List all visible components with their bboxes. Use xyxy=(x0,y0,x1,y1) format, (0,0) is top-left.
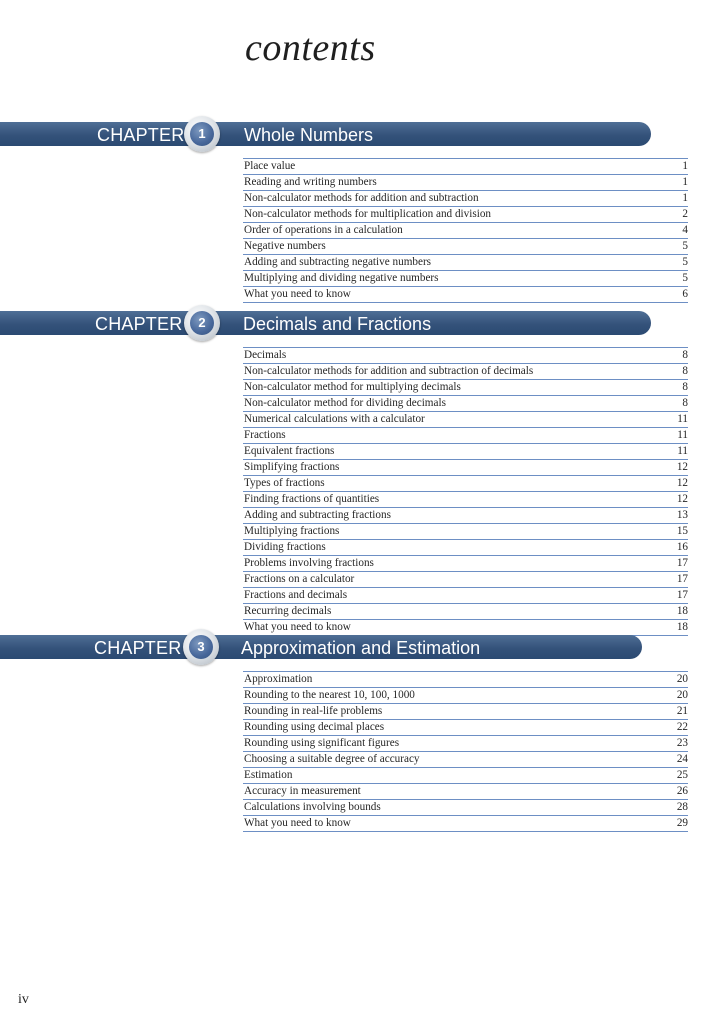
toc-entry-page: 28 xyxy=(676,801,688,813)
toc-entry-page: 24 xyxy=(676,753,688,765)
toc-entry-title: What you need to know xyxy=(244,288,351,300)
toc-entry[interactable] xyxy=(243,347,688,364)
toc-entry[interactable] xyxy=(243,239,688,255)
toc-entry-page: 17 xyxy=(676,573,688,585)
chapter-number: 3 xyxy=(189,635,213,659)
toc-entry[interactable] xyxy=(243,175,688,191)
toc-entry[interactable] xyxy=(243,508,688,524)
toc-entry[interactable] xyxy=(243,223,688,239)
toc-entry[interactable] xyxy=(243,364,688,380)
toc-entry-title: Accuracy in measurement xyxy=(244,785,361,797)
toc-entry-page: 16 xyxy=(676,541,688,553)
toc-entry-page: 18 xyxy=(676,605,688,617)
chapter-number-badge xyxy=(184,116,220,152)
toc-entry[interactable] xyxy=(243,768,688,784)
toc-entry-page: 18 xyxy=(676,621,688,633)
toc-entry-title: What you need to know xyxy=(244,817,351,829)
toc-entry-page: 4 xyxy=(682,224,688,236)
toc-entry[interactable] xyxy=(243,158,688,175)
toc-entry[interactable] xyxy=(243,540,688,556)
toc-entry-page: 12 xyxy=(676,477,688,489)
toc-entry[interactable] xyxy=(243,207,688,223)
toc-entry-page: 5 xyxy=(682,272,688,284)
toc-entry-title: Non-calculator method for dividing decimals xyxy=(244,397,446,409)
chapter-label: CHAPTER xyxy=(94,638,182,658)
toc-entry[interactable] xyxy=(243,428,688,444)
toc-entry[interactable] xyxy=(243,752,688,768)
toc-entry-title: Fractions and decimals xyxy=(244,589,348,601)
toc-entry-title: Non-calculator methods for multiplication and division xyxy=(244,208,492,220)
toc-entry[interactable] xyxy=(243,572,688,588)
toc-entry[interactable] xyxy=(243,492,688,508)
toc-entry-title: Rounding using decimal places xyxy=(244,721,385,733)
chapter-toc xyxy=(243,347,688,636)
toc-entry[interactable] xyxy=(243,671,688,688)
toc-entry-page: 17 xyxy=(676,589,688,601)
chapter-number-badge xyxy=(184,305,220,341)
toc-entry-page: 5 xyxy=(682,240,688,252)
toc-entry-title: Simplifying fractions xyxy=(244,461,340,473)
toc-entry[interactable] xyxy=(243,476,688,492)
toc-entry-page: 11 xyxy=(677,413,688,425)
toc-entry-title: Decimals xyxy=(244,349,287,361)
toc-entry-page: 23 xyxy=(676,737,688,749)
toc-entry[interactable] xyxy=(243,524,688,540)
toc-entry-title: Rounding using significant figures xyxy=(244,737,400,749)
toc-entry[interactable] xyxy=(243,460,688,476)
toc-entry-page: 21 xyxy=(676,705,688,717)
toc-entry-title: Reading and writing numbers xyxy=(244,176,377,188)
toc-entry[interactable] xyxy=(243,784,688,800)
page-title: contents xyxy=(245,27,376,69)
toc-entry[interactable] xyxy=(243,380,688,396)
toc-entry-page: 11 xyxy=(677,445,688,457)
toc-entry-page: 11 xyxy=(677,429,688,441)
toc-entry-page: 12 xyxy=(676,461,688,473)
chapter-number: 2 xyxy=(190,311,214,335)
toc-entry-title: Adding and subtracting fractions xyxy=(244,509,391,521)
toc-entry-title: Finding fractions of quantities xyxy=(244,493,380,505)
toc-entry-title: Fractions xyxy=(244,429,286,441)
toc-entry-title: Calculations involving bounds xyxy=(244,801,381,813)
toc-entry-title: Rounding in real-life problems xyxy=(244,705,383,717)
toc-entry[interactable] xyxy=(243,736,688,752)
chapter-toc xyxy=(243,671,688,832)
toc-entry-title: Dividing fractions xyxy=(244,541,326,553)
toc-entry-page: 8 xyxy=(682,365,688,377)
toc-entry-title: Adding and subtracting negative numbers xyxy=(244,256,432,268)
toc-entry-title: Problems involving fractions xyxy=(244,557,374,569)
toc-entry-title: Negative numbers xyxy=(244,240,326,252)
toc-entry[interactable] xyxy=(243,191,688,207)
toc-entry-title: Place value xyxy=(244,160,296,172)
toc-entry-page: 17 xyxy=(676,557,688,569)
toc-entry-title: Order of operations in a calculation xyxy=(244,224,403,236)
toc-entry[interactable] xyxy=(243,720,688,736)
toc-entry-title: Multiplying fractions xyxy=(244,525,340,537)
toc-entry[interactable] xyxy=(243,444,688,460)
toc-entry-page: 13 xyxy=(676,509,688,521)
toc-entry-page: 8 xyxy=(682,381,688,393)
toc-entry-title: What you need to know xyxy=(244,621,351,633)
toc-entry-page: 15 xyxy=(676,525,688,537)
toc-entry-page: 26 xyxy=(676,785,688,797)
page-number: iv xyxy=(18,992,29,1007)
toc-entry-title: Estimation xyxy=(244,769,293,781)
toc-entry-title: Non-calculator method for multiplying decimals xyxy=(244,381,461,393)
toc-entry[interactable] xyxy=(243,816,688,832)
toc-entry[interactable] xyxy=(243,704,688,720)
toc-entry-title: Multiplying and dividing negative numbers xyxy=(244,272,439,284)
toc-entry-title: Fractions on a calculator xyxy=(244,573,355,585)
toc-entry[interactable] xyxy=(243,688,688,704)
toc-entry-page: 2 xyxy=(682,208,688,220)
toc-entry[interactable] xyxy=(243,604,688,620)
toc-entry-page: 22 xyxy=(676,721,688,733)
toc-entry[interactable] xyxy=(243,800,688,816)
toc-entry-page: 20 xyxy=(676,673,688,685)
toc-entry[interactable] xyxy=(243,412,688,428)
chapter-label: CHAPTER xyxy=(95,314,183,334)
toc-entry[interactable] xyxy=(243,588,688,604)
toc-entry-page: 6 xyxy=(682,288,688,300)
toc-entry-page: 8 xyxy=(682,349,688,361)
chapter-toc xyxy=(243,158,688,303)
chapter-title: Whole Numbers xyxy=(244,125,374,145)
toc-entry-page: 8 xyxy=(682,397,688,409)
toc-entry[interactable] xyxy=(243,620,688,636)
toc-entry-page: 1 xyxy=(682,176,688,188)
chapter-title: Decimals and Fractions xyxy=(243,314,432,334)
toc-entry-title: Rounding to the nearest 10, 100, 1000 xyxy=(244,689,415,701)
toc-entry[interactable] xyxy=(243,271,688,287)
toc-entry-page: 25 xyxy=(676,769,688,781)
toc-entry-title: Numerical calculations with a calculator xyxy=(244,413,425,425)
toc-entry-page: 12 xyxy=(676,493,688,505)
toc-entry-page: 5 xyxy=(682,256,688,268)
toc-entry[interactable] xyxy=(243,255,688,271)
toc-entry-title: Non-calculator methods for addition and subtraction of decimals xyxy=(244,365,534,377)
chapter-number: 1 xyxy=(190,122,214,146)
toc-entry-title: Types of fractions xyxy=(244,477,325,489)
toc-entry-title: Equivalent fractions xyxy=(244,445,335,457)
toc-entry-title: Recurring decimals xyxy=(244,605,332,617)
chapter-title: Approximation and Estimation xyxy=(241,638,481,658)
toc-entry-page: 1 xyxy=(682,160,688,172)
toc-entry-title: Approximation xyxy=(244,673,313,685)
chapter-number-badge xyxy=(183,629,219,665)
toc-entry[interactable] xyxy=(243,396,688,412)
toc-entry[interactable] xyxy=(243,287,688,303)
toc-entry-title: Non-calculator methods for addition and subtraction xyxy=(244,192,479,204)
toc-entry-title: Choosing a suitable degree of accuracy xyxy=(244,753,420,765)
toc-entry-page: 20 xyxy=(676,689,688,701)
toc-entry-page: 29 xyxy=(676,817,688,829)
chapter-label: CHAPTER xyxy=(97,125,185,145)
toc-entry-page: 1 xyxy=(682,192,688,204)
toc-entry[interactable] xyxy=(243,556,688,572)
